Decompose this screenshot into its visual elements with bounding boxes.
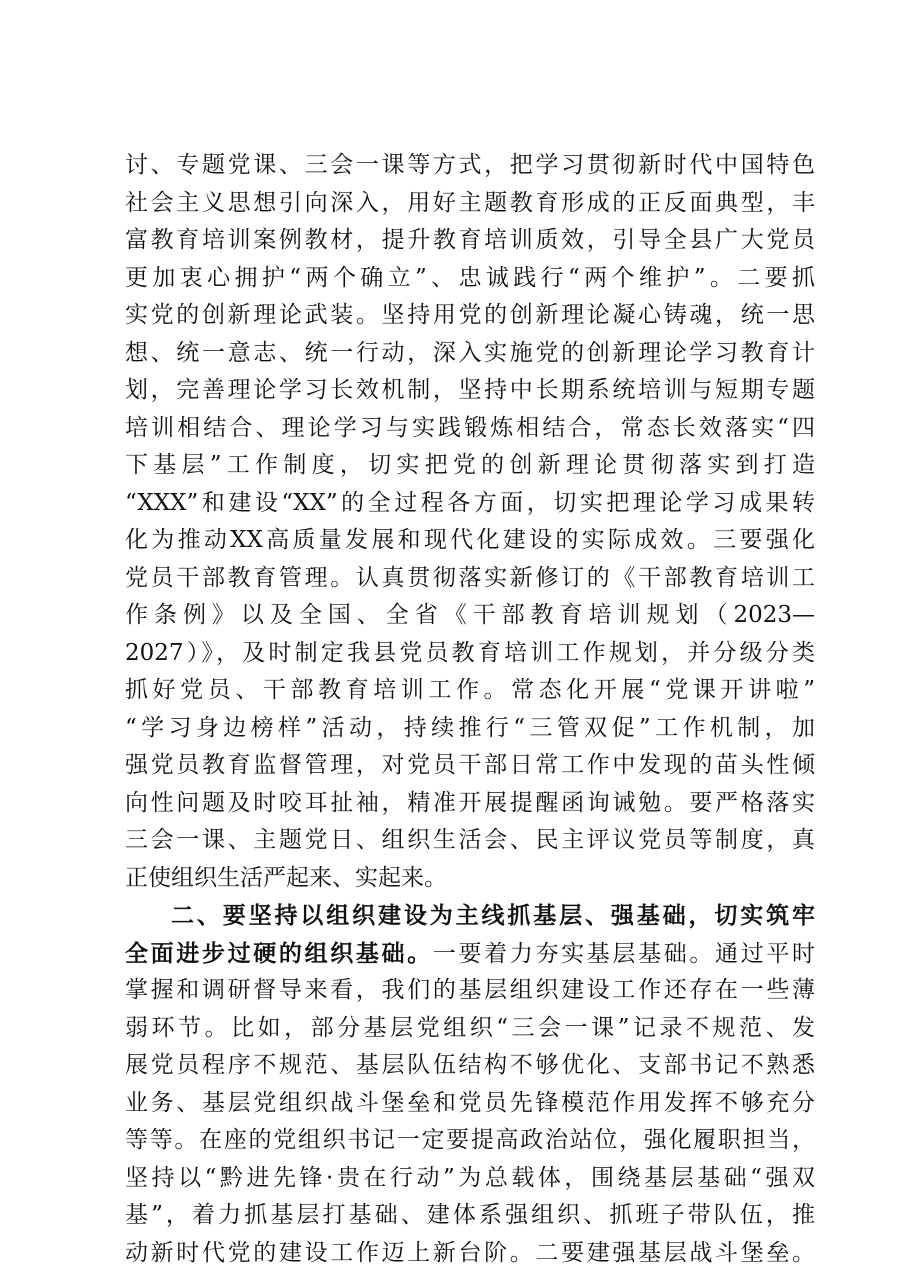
text-line: 向性问题及时咬耳扯袖，精准开展提醒函询诫勉。要严格落实 <box>125 789 815 816</box>
text-line: 抓好党员、干部教育培训工作。常态化开展“党课开讲啦” <box>125 677 815 703</box>
section-text: 一要着力夯实基层基础。通过平时 <box>432 940 815 967</box>
text-line: “XXX”和建设“XX”的全过程各方面，切实把理论学习成果转 <box>125 489 815 516</box>
text-line: 强党员教育监督管理，对党员干部日常工作中发现的苗头性倾 <box>125 752 815 778</box>
text-line: 基”，着力抓基层打基础、建体系强组织、抓班子带队伍，推 <box>125 1202 815 1228</box>
text-line: 掌握和调研督导来看，我们的基层组织建设工作还存在一些薄 <box>125 977 815 1003</box>
text-line: 动新时代党的建设工作迈上新台阶。二要建强基层战斗堡垒。 <box>125 1239 815 1266</box>
text-line: 培训相结合、理论学习与实践锻炼相结合，常态长效落实“四 <box>125 414 815 441</box>
text-line: 展党员程序不规范、基层队伍结构不够优化、支部书记不熟悉 <box>125 1052 815 1078</box>
text-line: 划，完善理论学习长效机制，坚持中长期系统培训与短期专题 <box>125 377 815 403</box>
text-line: 2027）》，及时制定我县党员教育培训工作规划，并分级分类 <box>125 639 815 666</box>
text-line: 更加衷心拥护“两个确立”、忠诚践行“两个维护”。二要抓 <box>125 264 815 291</box>
paragraph-continued <box>125 147 815 897</box>
document-body <box>125 147 815 1272</box>
text-line: 想、统一意志、统一行动，深入实施党的创新理论学习教育计 <box>125 339 815 366</box>
text-line: 业务、基层党组织战斗堡垒和党员先锋模范作用发挥不够充分 <box>125 1089 815 1116</box>
text-line: 正使组织生活严起来、实起来。 <box>125 864 447 891</box>
text-line: 实党的创新理论武装。坚持用党的创新理论凝心铸魂，统一思 <box>125 302 815 328</box>
text-line: “学习身边榜样”活动，持续推行“三管双促”工作机制，加 <box>125 714 815 741</box>
text-line: 富教育培训案例教材，提升教育培训质效，引导全县广大党员 <box>125 227 815 253</box>
text-line: 党员干部教育管理。认真贯彻落实新修订的《干部教育培训工 <box>125 564 815 591</box>
text-line <box>125 935 815 973</box>
section-heading-line: 二、要坚持以组织建设为主线抓基层、强基础，切实筑牢 <box>171 902 815 929</box>
text-line: 坚持以“黔进先锋·贵在行动”为总载体，围绕基层基础“强双 <box>125 1164 815 1191</box>
text-line: 等等。在座的党组织书记一定要提高政治站位，强化履职担当， <box>125 1127 815 1153</box>
text-line: 三会一课、主题党日、组织生活会、民主评议党员等制度，真 <box>125 827 815 853</box>
text-line: 作条例》以及全国、全省《干部教育培训规划（2023— <box>125 602 815 628</box>
text-line: 讨、专题党课、三会一课等方式，把学习贯彻新时代中国特色 <box>125 152 815 178</box>
text-line: 弱环节。比如，部分基层党组织“三会一课”记录不规范、发 <box>125 1014 815 1041</box>
text-line: 下基层”工作制度，切实把党的创新理论贯彻落实到打造 <box>125 452 815 478</box>
section-heading-tail: 全面进步过硬的组织基础。 <box>125 939 433 967</box>
text-line: 社会主义思想引向深入，用好主题教育形成的正反面典型，丰 <box>125 189 815 216</box>
paragraph-section-two <box>125 897 815 1272</box>
text-line: 化为推动XX高质量发展和现代化建设的实际成效。三要强化 <box>125 527 815 553</box>
